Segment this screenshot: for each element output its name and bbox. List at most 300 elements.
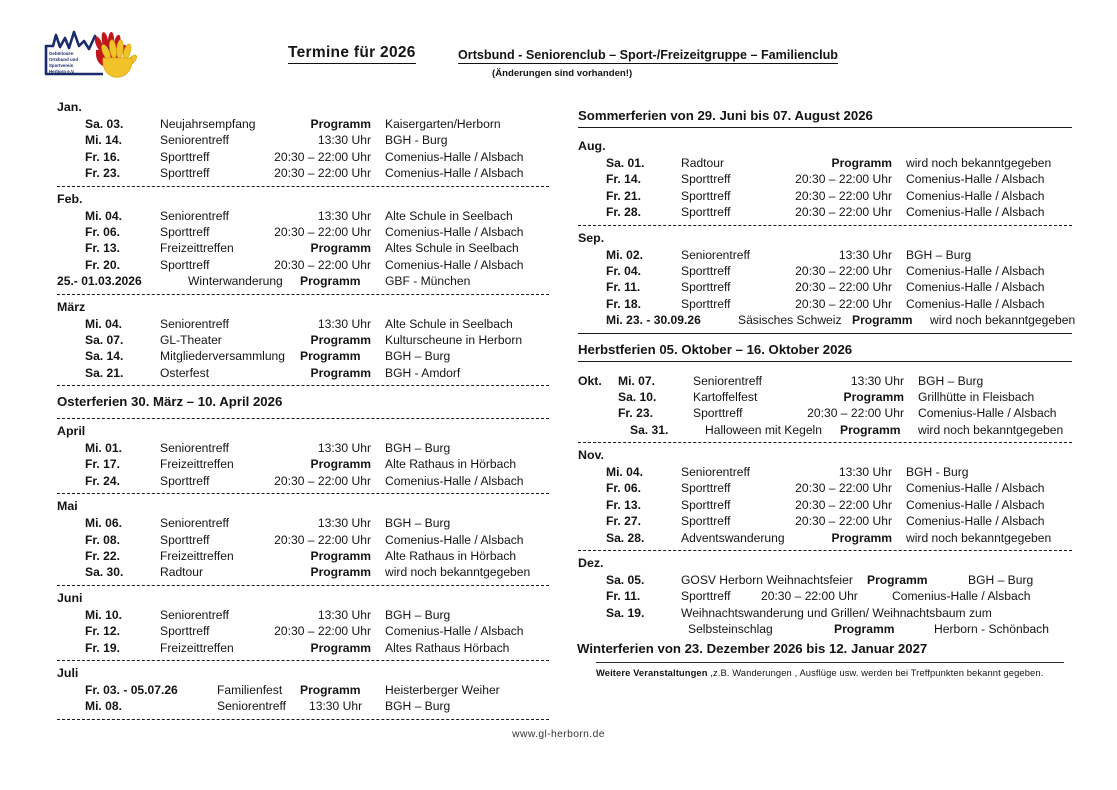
row-date: Fr. 13.	[85, 241, 120, 256]
spacer	[578, 366, 1072, 373]
row-part-2: GBF - München	[385, 274, 471, 289]
calendar-row	[578, 621, 1072, 637]
month-heading: Mai	[57, 499, 78, 514]
row-place: Comenius-Halle / Alsbach	[385, 257, 524, 272]
row-time: 13:30 Uhr	[838, 465, 892, 480]
row-part-1: Programm	[300, 349, 361, 364]
row-part-0: Weihnachtswanderung und Grillen/ Weihnachtsbaum zum	[681, 605, 992, 620]
calendar-row	[57, 515, 549, 531]
calendar-row	[578, 405, 1072, 421]
row-event: Sporttreff	[160, 257, 210, 272]
month-block-aug	[578, 139, 1072, 226]
row-time: 13:30 Uhr	[317, 316, 371, 331]
website-url: www.gl-herborn.de	[512, 729, 605, 740]
row-part-1: Programm	[867, 573, 928, 588]
calendar-row	[57, 698, 549, 714]
row-event: Sporttreff	[693, 406, 743, 421]
row-event: Seniorentreff	[160, 607, 230, 622]
month-block-mai	[57, 499, 549, 586]
logo-text-line-2: Ortsbund und	[49, 57, 79, 62]
row-event: Seniorentreff	[693, 373, 763, 388]
row-part-1: Programm	[852, 313, 913, 328]
document-header	[0, 44, 1117, 84]
row-event: Seniorentreff	[681, 465, 751, 480]
row-time: 20:30 – 22:00 Uhr	[795, 188, 892, 203]
month-block-okt	[578, 373, 1072, 444]
row-part-1: 20:30 – 22:00 Uhr	[761, 589, 858, 604]
section-divider	[578, 550, 1072, 551]
month-rows	[57, 682, 549, 715]
calendar-row	[57, 116, 549, 132]
calendar-row	[578, 572, 1072, 588]
row-part-1: Programm	[300, 682, 361, 697]
row-time: 20:30 – 22:00 Uhr	[795, 263, 892, 278]
calendar-row	[57, 240, 549, 256]
row-date: Mi. 08.	[85, 699, 122, 714]
row-place: BGH - Burg	[906, 465, 969, 480]
month-heading: Juli	[57, 665, 79, 680]
row-date: Fr. 24.	[85, 473, 120, 488]
calendar-row	[57, 623, 549, 639]
row-part-1: 13:30 Uhr	[309, 699, 363, 714]
calendar-row	[578, 464, 1072, 480]
row-place: Alte Schule in Seelbach	[385, 316, 513, 331]
month-block-jan	[57, 100, 549, 187]
month-heading: März	[57, 299, 86, 314]
calendar-row	[578, 263, 1072, 279]
row-event: GL-Theater	[160, 332, 222, 347]
row-date: Fr. 28.	[606, 205, 641, 220]
month-block-sep	[578, 230, 1076, 334]
row-place: Comenius-Halle / Alsbach	[906, 263, 1045, 278]
row-time: Programm	[831, 156, 892, 170]
row-event: Sporttreff	[681, 188, 731, 203]
row-place: Kaisergarten/Herborn	[385, 117, 501, 131]
row-part-2: BGH – Burg	[385, 699, 451, 714]
holiday-heading: Winterferien von 23. Dezember 2026 bis 12. Januar 2027	[577, 640, 928, 656]
row-place: BGH - Burg	[385, 133, 448, 148]
month-rows	[57, 316, 549, 382]
row-place: Kulturscheune in Herborn	[385, 332, 523, 347]
row-date: Fr. 03. - 05.07.26	[85, 682, 178, 697]
row-place: Alte Rathaus in Hörbach	[385, 549, 517, 564]
row-time: Programm	[310, 241, 371, 256]
row-date: Fr. 23.	[618, 406, 653, 421]
row-event: Seniorentreff	[160, 441, 230, 456]
section-divider	[57, 186, 549, 187]
month-rows	[57, 607, 549, 656]
row-event: Sporttreff	[681, 205, 731, 220]
row-place: Comenius-Halle / Alsbach	[385, 473, 524, 488]
row-date: Fr. 13.	[606, 497, 641, 512]
month-block-dez	[578, 556, 1072, 638]
row-date: Mi. 01.	[85, 441, 122, 456]
row-date: Sa. 03.	[85, 117, 124, 131]
row-event: Radtour	[681, 156, 725, 170]
row-event: Radtour	[160, 565, 204, 580]
row-place: Comenius-Halle / Alsbach	[906, 172, 1045, 187]
holiday-heading: Sommerferien von 29. Juni bis 07. August 2026	[578, 107, 1072, 128]
row-time: 20:30 – 22:00 Uhr	[795, 497, 892, 512]
calendar-row	[578, 373, 1072, 389]
section-divider	[57, 294, 549, 295]
row-place: wird noch bekanntgegeben	[906, 530, 1052, 545]
month-block-juni	[57, 591, 549, 661]
calendar-row	[57, 273, 549, 289]
row-event: Freizeittreffen	[160, 457, 234, 472]
row-date: Mi. 07.	[618, 373, 655, 388]
calendar-row	[57, 456, 549, 472]
row-place: Comenius-Halle / Alsbach	[906, 296, 1045, 311]
row-time: Programm	[310, 365, 371, 380]
row-date: Fr. 20.	[85, 257, 120, 272]
row-time: Programm	[310, 640, 371, 655]
footnote	[596, 662, 1064, 678]
header-subtitle: Ortsbund - Seniorenclub – Sport-/Freizeitgruppe – Familienclub	[458, 48, 838, 62]
logo-text-line-4: Herborn e.V.	[49, 69, 75, 74]
row-event: Sporttreff	[681, 172, 731, 187]
row-part-2: Comenius-Halle / Alsbach	[892, 589, 1031, 604]
row-time: 13:30 Uhr	[317, 516, 371, 531]
calendar-row	[57, 332, 549, 348]
row-time: 20:30 – 22:00 Uhr	[795, 481, 892, 496]
row-place: Comenius-Halle / Alsbach	[385, 166, 524, 181]
row-time: 13:30 Uhr	[317, 208, 371, 223]
calendar-row	[57, 640, 549, 656]
row-event: Sporttreff	[160, 166, 210, 181]
row-event: Sporttreff	[681, 481, 731, 496]
row-time: 20:30 – 22:00 Uhr	[274, 257, 371, 272]
row-place: BGH - Amdorf	[385, 365, 461, 380]
row-date: Fr. 21.	[606, 188, 641, 203]
row-event: Sporttreff	[160, 532, 210, 547]
row-event: Seniorentreff	[160, 133, 230, 148]
row-part-2: Herborn - Schönbach	[934, 622, 1049, 637]
row-date: Sa. 19.	[606, 605, 645, 620]
month-heading: Sep.	[578, 230, 605, 245]
row-part-1: Programm	[300, 274, 361, 289]
row-place: Comenius-Halle / Alsbach	[906, 205, 1045, 220]
row-part-2: BGH – Burg	[385, 349, 451, 364]
row-date: Fr. 14.	[606, 172, 641, 187]
calendar-row	[578, 247, 1072, 263]
month-heading: Juni	[57, 590, 83, 605]
row-place: wird noch bekanntgegeben	[906, 156, 1052, 170]
calendar-row	[578, 480, 1072, 496]
row-place: Comenius-Halle / Alsbach	[385, 532, 524, 547]
footnote-lead: Weitere Veranstaltungen	[596, 666, 708, 678]
row-place: Alte Rathaus in Hörbach	[385, 457, 517, 472]
row-part-0: Selbsteinschlag	[688, 622, 773, 637]
row-part-2: wird noch bekanntgegeben	[930, 313, 1076, 328]
row-date: Fr. 06.	[85, 224, 120, 239]
row-place: Comenius-Halle / Alsbach	[906, 497, 1045, 512]
row-time: 20:30 – 22:00 Uhr	[795, 172, 892, 187]
month-rows	[57, 440, 549, 489]
calendar-row	[57, 564, 549, 580]
row-date: Sa. 14.	[85, 349, 124, 364]
row-part-0: Sporttreff	[681, 589, 731, 604]
holiday-heading: Herbstferien 05. Oktober – 16. Oktober 2026	[578, 341, 1072, 362]
row-place: Comenius-Halle / Alsbach	[906, 481, 1045, 496]
header-note: (Änderungen sind vorhanden!)	[492, 68, 633, 79]
row-event: Freizeittreffen	[160, 549, 234, 564]
row-part-2: Heisterberger Weiher	[385, 682, 500, 697]
section-divider	[57, 585, 549, 586]
row-time: Programm	[310, 549, 371, 564]
calendar-row	[578, 155, 1072, 171]
row-event: Sporttreff	[681, 514, 731, 529]
row-date: Fr. 27.	[606, 514, 641, 529]
row-place: wird noch bekanntgegeben	[385, 565, 531, 580]
row-place: Comenius-Halle / Alsbach	[385, 224, 524, 239]
calendar-row	[57, 149, 549, 165]
row-event: Neujahrsempfang	[160, 117, 256, 131]
row-date: Fr. 12.	[85, 624, 120, 639]
section-divider	[57, 385, 549, 386]
row-time: 13:30 Uhr	[317, 441, 371, 456]
row-part-0: Halloween mit Kegeln	[705, 422, 822, 437]
row-date: Fr. 19.	[85, 640, 120, 655]
row-time: 20:30 – 22:00 Uhr	[807, 406, 904, 421]
month-rows	[57, 116, 549, 182]
row-time: 20:30 – 22:00 Uhr	[274, 149, 371, 164]
row-date: Mi. 23. - 30.09.26	[606, 313, 701, 328]
section-divider	[578, 333, 1072, 334]
calendar-row	[57, 532, 549, 548]
calendar-row	[57, 257, 549, 273]
row-place: Comenius-Halle / Alsbach	[918, 406, 1057, 421]
spacer	[578, 132, 1072, 139]
row-event: Sporttreff	[681, 497, 731, 512]
calendar-row	[578, 171, 1072, 187]
row-date: Sa. 31.	[630, 422, 669, 437]
row-place: BGH – Burg	[385, 607, 451, 622]
row-time: 13:30 Uhr	[317, 133, 371, 148]
row-event: Seniorentreff	[160, 516, 230, 531]
row-place: Comenius-Halle / Alsbach	[385, 149, 524, 164]
row-date: Fr. 08.	[85, 532, 120, 547]
row-time: Programm	[310, 332, 371, 347]
row-date: Sa. 30.	[85, 565, 124, 580]
row-event: Osterfest	[160, 365, 210, 380]
month-heading-inline: Okt.	[578, 373, 602, 388]
row-place: BGH – Burg	[918, 373, 984, 388]
row-event: Sporttreff	[160, 624, 210, 639]
logo-text-line-3: Sportverein	[49, 63, 74, 68]
row-date: Fr. 18.	[606, 296, 641, 311]
calendar-row	[57, 224, 549, 240]
row-time: 20:30 – 22:00 Uhr	[795, 205, 892, 220]
row-time: Programm	[310, 457, 371, 472]
logo-text-line-1: Gehörlosen	[49, 51, 74, 56]
month-rows	[57, 208, 549, 290]
month-heading: Aug.	[578, 139, 606, 153]
row-date: Fr. 23.	[85, 166, 120, 181]
row-date: Mi. 02.	[606, 247, 643, 262]
row-time: 20:30 – 22:00 Uhr	[274, 624, 371, 639]
row-place: BGH – Burg	[906, 247, 972, 262]
row-place: Comenius-Halle / Alsbach	[906, 188, 1045, 203]
row-event: Sporttreff	[681, 280, 731, 295]
row-part-2: wird noch bekanntgegeben	[918, 422, 1064, 437]
row-place: Grillhütte in Fleisbach	[918, 389, 1035, 404]
row-date: Mi. 04.	[606, 465, 643, 480]
row-time: 20:30 – 22:00 Uhr	[795, 296, 892, 311]
row-event: Freizeittreffen	[160, 640, 234, 655]
row-place: BGH – Burg	[385, 441, 451, 456]
row-time: Programm	[310, 565, 371, 580]
month-block-juli	[57, 666, 549, 720]
row-date: Fr. 16.	[85, 149, 120, 164]
row-time: 20:30 – 22:00 Uhr	[274, 224, 371, 239]
row-date: Fr. 04.	[606, 263, 641, 278]
calendar-row	[578, 312, 1076, 328]
calendar-row	[578, 513, 1072, 529]
calendar-column-right	[577, 100, 1076, 678]
month-heading: April	[57, 424, 86, 439]
row-date: Fr. 11.	[606, 589, 641, 604]
section-divider	[57, 660, 549, 661]
month-rows	[578, 247, 1076, 329]
month-heading: Nov.	[578, 448, 604, 463]
row-part-0: Seniorentreff	[217, 699, 287, 714]
calendar-row	[57, 348, 549, 364]
calendar-row	[578, 422, 1072, 438]
calendar-row	[578, 588, 1072, 604]
calendar-row	[57, 607, 549, 623]
row-part-2: BGH – Burg	[968, 573, 1034, 588]
calendar-row	[57, 548, 549, 564]
section-divider	[578, 442, 1072, 443]
footnote-text: ,z.B. Wanderungen , Ausflüge usw. werden bei Treffpunkten bekannt gegeben.	[707, 666, 1044, 678]
row-date: Sa. 05.	[606, 573, 645, 588]
row-date: Sa. 28.	[606, 530, 645, 545]
row-date: Mi. 14.	[85, 133, 122, 148]
row-place: Comenius-Halle / Alsbach	[906, 280, 1045, 295]
row-part-1: Programm	[834, 622, 895, 637]
row-place: BGH – Burg	[385, 516, 451, 531]
row-event: Freizeittreffen	[160, 241, 234, 256]
calendar-row	[578, 279, 1072, 295]
row-date: Mi. 06.	[85, 516, 122, 531]
row-event: Sporttreff	[681, 296, 731, 311]
month-block-feb	[57, 192, 549, 295]
row-date: Sa. 01.	[606, 156, 645, 170]
row-event: Sporttreff	[160, 149, 210, 164]
calendar-row	[578, 296, 1072, 312]
row-time: Programm	[831, 530, 892, 545]
month-rows	[578, 155, 1072, 221]
row-place: Alte Schule in Seelbach	[385, 208, 513, 223]
month-heading: Jan.	[57, 100, 82, 114]
calendar-row	[578, 389, 1072, 405]
month-rows	[57, 515, 549, 581]
page-title: Termine für 2026	[288, 44, 416, 64]
row-time: 20:30 – 22:00 Uhr	[795, 514, 892, 529]
calendar-row	[57, 682, 549, 698]
row-part-0: GOSV Herborn Weihnachtsfeier	[681, 573, 853, 588]
row-time: 13:30 Uhr	[850, 373, 904, 388]
calendar-row	[57, 132, 549, 148]
row-place: Altes Rathaus Hörbach	[385, 640, 510, 655]
calendar-column-left	[57, 100, 549, 725]
row-time: Programm	[310, 117, 371, 131]
row-date: Fr. 17.	[85, 457, 120, 472]
row-date: Fr. 06.	[606, 481, 641, 496]
row-part-0: Säsisches Schweiz	[738, 313, 842, 328]
section-divider	[578, 225, 1072, 226]
row-event: Kartoffelfest	[693, 389, 758, 404]
row-part-1: Programm	[840, 422, 901, 437]
row-time: 20:30 – 22:00 Uhr	[274, 473, 371, 488]
row-place: Comenius-Halle / Alsbach	[385, 624, 524, 639]
section-divider	[57, 493, 549, 494]
month-rows	[578, 373, 1072, 439]
month-heading: Dez.	[578, 556, 604, 571]
calendar-row	[578, 530, 1072, 546]
month-heading: Feb.	[57, 191, 83, 206]
month-rows	[578, 464, 1072, 546]
row-event: Adventswanderung	[681, 530, 785, 545]
row-date: Mi. 04.	[85, 316, 122, 331]
month-rows	[578, 572, 1072, 638]
section-divider	[57, 719, 549, 720]
row-event: Sporttreff	[681, 263, 731, 278]
row-part-0: Winterwanderung	[188, 274, 283, 289]
row-time: 20:30 – 22:00 Uhr	[274, 532, 371, 547]
holiday-heading: Osterferien 30. März – 10. April 2026	[57, 394, 283, 410]
calendar-row	[57, 316, 549, 332]
month-block-nov	[578, 448, 1072, 551]
row-time: 20:30 – 22:00 Uhr	[795, 280, 892, 295]
calendar-row	[578, 188, 1072, 204]
month-block-april	[57, 424, 549, 494]
row-date: Fr. 22.	[85, 549, 120, 564]
row-event: Seniorentreff	[681, 247, 751, 262]
row-part-0: Mitgliederversammlung	[160, 349, 286, 364]
row-event: Sporttreff	[160, 473, 210, 488]
row-date: 25.- 01.03.2026	[57, 274, 142, 289]
row-date: Mi. 04.	[85, 208, 122, 223]
row-place: Comenius-Halle / Alsbach	[906, 514, 1045, 529]
row-date: Sa. 10.	[618, 389, 657, 404]
row-date: Sa. 07.	[85, 332, 124, 347]
calendar-row	[57, 365, 549, 381]
row-place: Altes Schule in Seelbach	[385, 241, 519, 256]
calendar-row	[57, 440, 549, 456]
section-divider	[57, 418, 549, 419]
row-date: Fr. 11.	[606, 280, 641, 295]
row-event: Sporttreff	[160, 224, 210, 239]
calendar-row	[578, 204, 1072, 220]
row-time: 20:30 – 22:00 Uhr	[274, 166, 371, 181]
calendar-row	[57, 165, 549, 181]
row-time: Programm	[843, 389, 904, 404]
row-date: Sa. 21.	[85, 365, 124, 380]
row-part-0: Familienfest	[217, 682, 283, 697]
month-block-mrz	[57, 300, 549, 387]
row-time: 13:30 Uhr	[838, 247, 892, 262]
calendar-row	[57, 473, 549, 489]
row-event: Seniorentreff	[160, 316, 230, 331]
calendar-row	[578, 605, 1072, 621]
calendar-row	[578, 497, 1072, 513]
calendar-row	[57, 208, 549, 224]
row-time: 13:30 Uhr	[317, 607, 371, 622]
row-event: Seniorentreff	[160, 208, 230, 223]
row-date: Mi. 10.	[85, 607, 122, 622]
